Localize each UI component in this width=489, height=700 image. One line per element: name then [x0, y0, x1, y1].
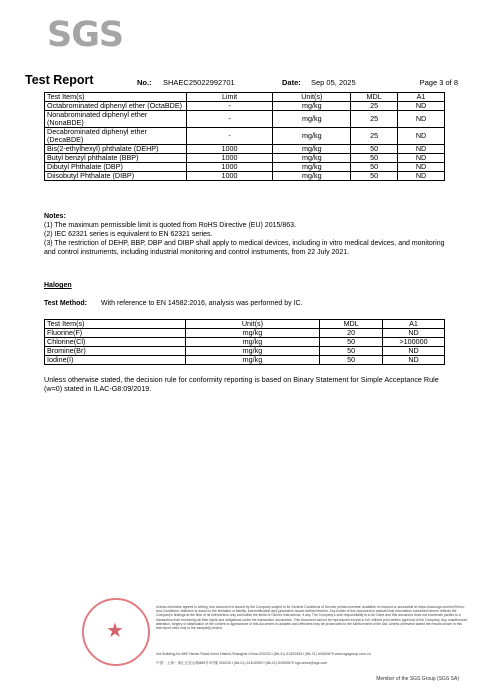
col-header: Unit(s): [185, 320, 320, 329]
cell-unit: mg/kg: [185, 338, 320, 347]
col-header: MDL: [351, 93, 398, 102]
cell-a1: ND: [398, 102, 445, 111]
cell-item: Fluorine(F): [45, 329, 186, 338]
col-header: Test Item(s): [45, 320, 186, 329]
cell-item: Diisobutyl Phthalate (DIBP): [45, 172, 187, 181]
cell-unit: mg/kg: [185, 347, 320, 356]
test-method: [44, 299, 454, 308]
report-no-label: No.:: [137, 78, 152, 87]
cell-limit: 1000: [186, 172, 273, 181]
cell-unit: mg/kg: [273, 145, 351, 154]
col-header: MDL: [320, 320, 383, 329]
cell-item: Dibutyl Phthalate (DBP): [45, 163, 187, 172]
test-method-value: With reference to EN 14582:2016, analysis was performed by IC.: [101, 300, 303, 307]
cell-a1: ND: [398, 111, 445, 128]
cell-limit: 1000: [186, 163, 273, 172]
col-header: Test Item(s): [45, 93, 187, 102]
cell-a1: ND: [398, 154, 445, 163]
cell-limit: -: [186, 128, 273, 145]
footer-member-text: Member of the SGS Group (SGS SA): [376, 676, 459, 682]
cell-mdl: 50: [351, 145, 398, 154]
cell-item: Butyl benzyl phthalate (BBP): [45, 154, 187, 163]
note-2: (2) IEC 62321 series is equivalent to EN 62321 series.: [44, 231, 213, 238]
cell-limit: -: [186, 111, 273, 128]
report-title: Test Report: [25, 73, 94, 87]
cell-mdl: 50: [320, 338, 383, 347]
cell-unit: mg/kg: [185, 356, 320, 365]
star-icon: ★: [106, 620, 124, 642]
cell-mdl: 25: [351, 102, 398, 111]
page-number: Page 3 of 8: [419, 78, 458, 87]
cell-limit: 1000: [186, 145, 273, 154]
sgs-logo: [47, 15, 124, 55]
table-row: [45, 172, 445, 181]
cell-item: Nonabrominated diphenyl ether (NonaBDE): [45, 111, 187, 128]
cell-a1: ND: [383, 347, 445, 356]
cell-mdl: 50: [351, 154, 398, 163]
notes-heading: Notes:: [44, 213, 66, 220]
col-header: A1: [398, 93, 445, 102]
cell-mdl: 50: [320, 347, 383, 356]
halogen-table: [44, 319, 445, 365]
table-row: [45, 111, 445, 128]
cell-limit: 1000: [186, 154, 273, 163]
cell-a1: ND: [398, 172, 445, 181]
footer-address-en: 3rd Building,No.889 Yishan Road,Xuhui District,Shanghai China 200233 t (86-21) 61402553 f (86-21) 64953679 www.sgsgroup.com.cn: [156, 652, 371, 656]
cell-item: Bis(2-ethylhexyl) phthalate (DEHP): [45, 145, 187, 154]
report-no-value: SHAEC25022992701: [163, 78, 235, 87]
cell-item: Chlorine(Cl): [45, 338, 186, 347]
cell-item: Bromine(Br): [45, 347, 186, 356]
cell-a1: ND: [383, 356, 445, 365]
cell-a1: ND: [398, 163, 445, 172]
cell-mdl: 20: [320, 329, 383, 338]
logo-text: SGS: [47, 15, 124, 55]
cell-a1: >100000: [383, 338, 445, 347]
col-header: A1: [383, 320, 445, 329]
cell-limit: -: [186, 102, 273, 111]
cell-unit: mg/kg: [273, 163, 351, 172]
report-header: [25, 73, 458, 90]
cell-a1: ND: [383, 329, 445, 338]
cell-unit: mg/kg: [273, 172, 351, 181]
date-label: Date:: [282, 78, 301, 87]
cell-unit: mg/kg: [273, 128, 351, 145]
cell-item: Octabrominated diphenyl ether (OctaBDE): [45, 102, 187, 111]
cell-unit: mg/kg: [185, 329, 320, 338]
footer-address-cn: 中国・上海・徐汇区宜山路889号3号楼 200233 t (86-21) 61402553 f (86-21) 64953679 sgs.china@sgs.com: [156, 661, 328, 665]
cell-a1: ND: [398, 145, 445, 154]
cell-mdl: 50: [351, 163, 398, 172]
halogen-heading: Halogen: [44, 282, 72, 289]
cell-unit: mg/kg: [273, 111, 351, 128]
company-seal-stamp: [82, 598, 150, 666]
footer-disclaimer: Unless otherwise agreed in writing, this document is issued by the Company subject to its General Conditions of Service printed overleaf, available on request or accessible at https://www.sgs.com/en/Terms-and-Conditions. Attention is drawn to the limitation of liability, indemnification and jurisdiction issues defined therein. Any holder of this document is advised that information contained hereon reflects the Company's findings at the time of its intervention only and within the limits of Client's instructions, if any. The Company's sole responsibility is to its Client and this document does not exonerate parties to a transaction from exercising all their rights and obligations under the transaction documents. This document cannot be reproduced except in full, without prior written approval of the Company. Any unauthorized alteration, forgery or falsification of the content or appearance of this document is unlawful and offenders may be prosecuted to the fullest extent of the law. Unless otherwise stated the results shown in this test report refer only to the sample(s) tested.: [156, 605, 468, 631]
cell-mdl: 50: [351, 172, 398, 181]
cell-mdl: 25: [351, 128, 398, 145]
cell-mdl: 50: [320, 356, 383, 365]
date-value: Sep 05, 2025: [311, 78, 356, 87]
cell-item: Decabrominated diphenyl ether (DecaBDE): [45, 128, 187, 145]
note-3: (3) The restriction of DEHP, BBP, DBP and DIBP shall apply to medical devices, including in vitro medical devices, and monitoring and control instruments, including industrial monitoring and control instruments, from 22 July 2021.: [44, 240, 445, 256]
table-row: [45, 128, 445, 145]
cell-item: Iodine(I): [45, 356, 186, 365]
results-table: [44, 92, 445, 181]
col-header: Limit: [186, 93, 273, 102]
cell-unit: mg/kg: [273, 154, 351, 163]
test-method-label: Test Method:: [44, 300, 88, 307]
table-row: [45, 356, 445, 365]
col-header: Unit(s): [273, 93, 351, 102]
cell-a1: ND: [398, 128, 445, 145]
decision-rule-statement: Unless otherwise stated, the decision rule for conformity reporting is based on Binary Statement for Simple Acceptance Rule (w=0) stated in ILAC-G8:09/2019.: [44, 375, 439, 393]
cell-unit: mg/kg: [273, 102, 351, 111]
note-1: (1) The maximum permissible limit is quoted from RoHS Directive (EU) 2015/863.: [44, 222, 296, 229]
cell-mdl: 25: [351, 111, 398, 128]
